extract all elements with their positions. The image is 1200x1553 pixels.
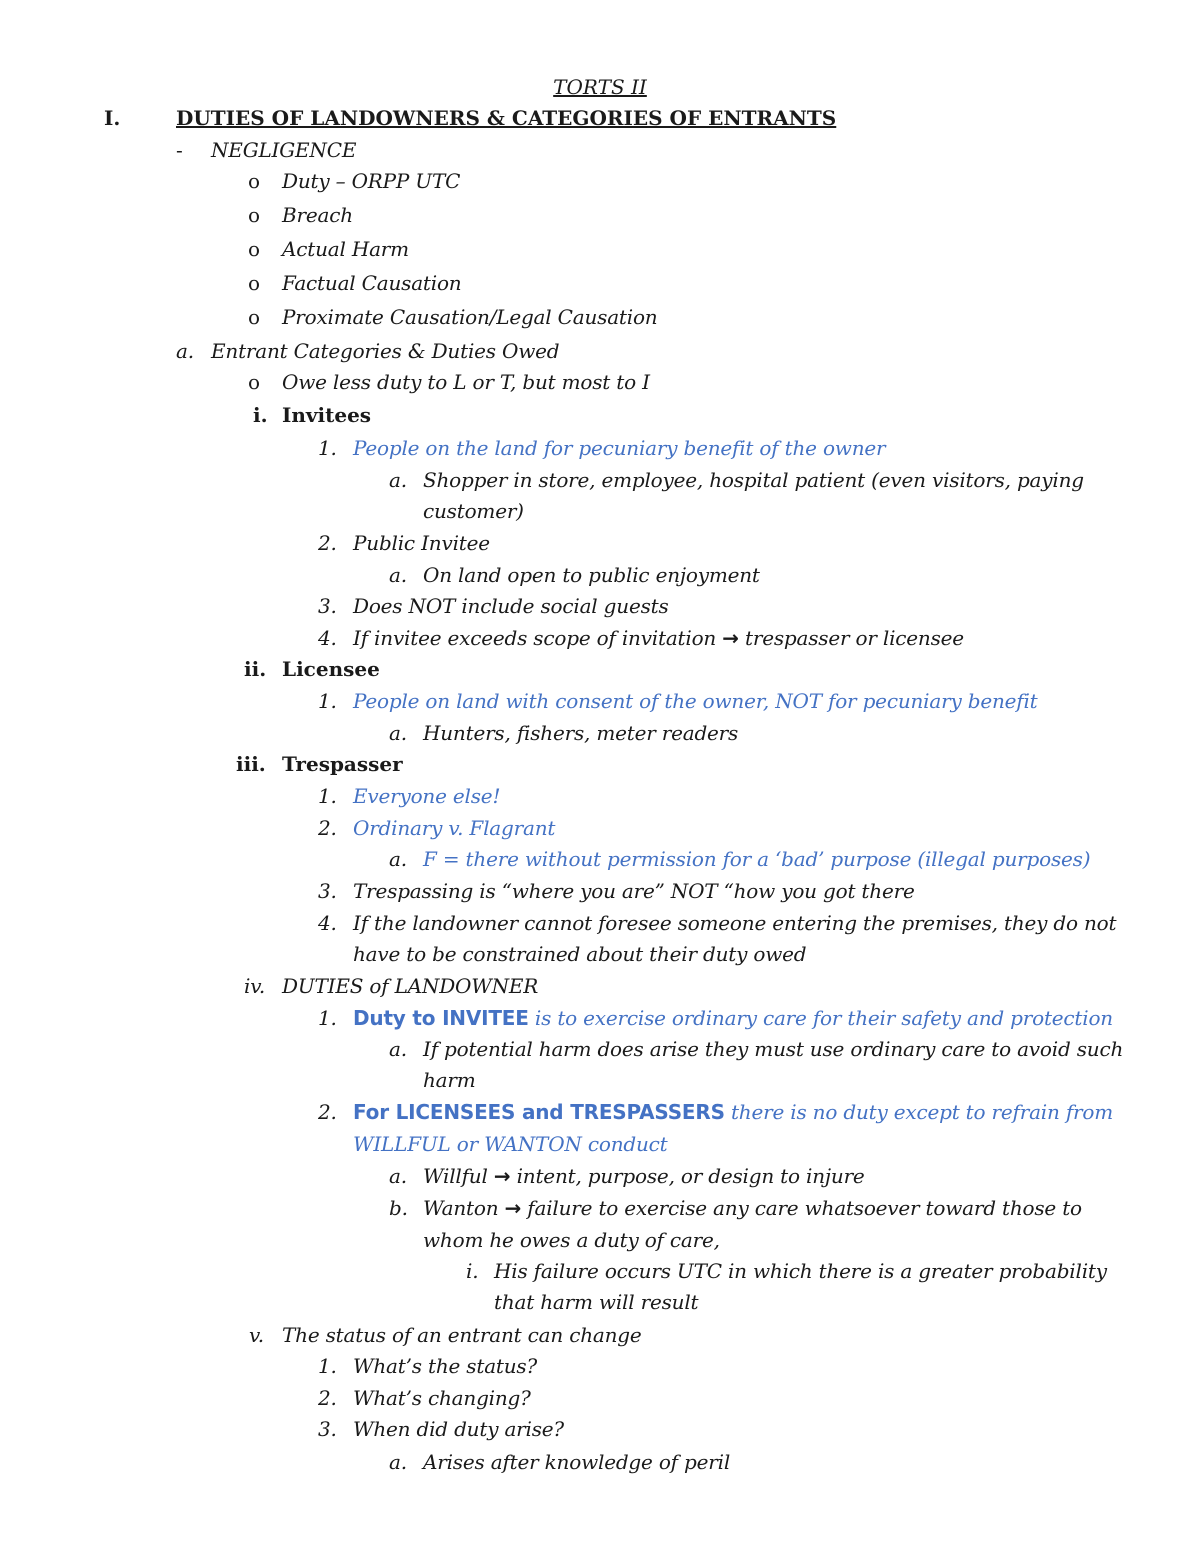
willful-definition	[423, 1162, 865, 1190]
foresee-note: If the landowner cannot foresee someone entering the premises, they do not	[353, 911, 1117, 935]
status-question: When did duty arise?	[353, 1417, 564, 1441]
trespassing-note: Trespassing is “where you are” NOT “how you got there	[353, 879, 915, 903]
bullet-marker: o	[248, 237, 261, 261]
list-marker: 4.	[318, 911, 337, 935]
list-marker: 2.	[318, 1100, 337, 1124]
dash-marker: -	[176, 138, 183, 162]
duty-invitee-detail-cont: harm	[423, 1068, 476, 1092]
status-answer: Arises after knowledge of peril	[423, 1450, 731, 1474]
list-marker: 1.	[318, 436, 337, 460]
wanton-detail-cont: that harm will result	[494, 1290, 699, 1314]
negligence-element: Actual Harm	[282, 237, 409, 261]
document-title: TORTS II	[553, 75, 647, 99]
list-marker: a.	[389, 468, 407, 492]
status-heading: The status of an entrant can change	[282, 1323, 642, 1347]
trespasser-heading: Trespasser	[282, 752, 403, 776]
list-marker: a.	[389, 1450, 407, 1474]
list-marker: 4.	[318, 626, 337, 650]
entrants-note: Owe less duty to L or T, but most to I	[282, 370, 650, 394]
foresee-note-cont: have to be constrained about their duty owed	[353, 942, 807, 966]
scope-note-result: trespasser or licensee	[745, 626, 964, 650]
bullet-marker: o	[248, 271, 261, 295]
entrants-label: Entrant Categories & Duties Owed	[211, 339, 560, 363]
list-marker: v.	[249, 1323, 264, 1347]
list-marker: ii.	[244, 657, 267, 681]
section-heading: DUTIES OF LANDOWNERS & CATEGORIES OF ENTRANTS	[176, 106, 837, 130]
duty-licensee-text: there is no duty except to refrain from	[730, 1100, 1114, 1124]
duty-invitee-detail: If potential harm does arise they must use ordinary care to avoid such	[423, 1037, 1124, 1061]
list-marker: a.	[389, 563, 407, 587]
trespasser-definition: Everyone else!	[353, 784, 501, 808]
invitees-definition: People on the land for pecuniary benefit of the owner	[353, 436, 886, 460]
list-marker: 3.	[318, 594, 337, 618]
list-marker: iv.	[244, 974, 266, 998]
flagrant-definition: F = there without permission for a ‘bad’ purpose (illegal purposes)	[423, 847, 1091, 871]
negligence-element: Duty – ORPP UTC	[282, 169, 461, 193]
list-marker: iii.	[236, 752, 266, 776]
wanton-meaning-cont: whom he owes a duty of care,	[423, 1228, 720, 1252]
arrow-right-icon: →	[493, 1164, 511, 1188]
wanton-term: Wanton	[423, 1196, 499, 1220]
duty-invitee	[353, 1004, 1113, 1032]
list-marker: 2.	[318, 1386, 337, 1410]
invitees-example: Shopper in store, employee, hospital patient (even visitors, paying	[423, 468, 1084, 492]
wanton-definition	[423, 1194, 1082, 1222]
negligence-label: NEGLIGENCE	[211, 138, 357, 162]
section-numeral: I.	[104, 106, 121, 130]
duties-heading: DUTIES of LANDOWNER	[282, 974, 539, 998]
list-marker: 3.	[318, 879, 337, 903]
duty-invitee-text: is to exercise ordinary care for their safety and protection	[534, 1006, 1113, 1030]
bullet-marker: o	[248, 305, 261, 329]
social-guests-note: Does NOT include social guests	[353, 594, 669, 618]
list-marker: a.	[389, 847, 407, 871]
bullet-marker: o	[248, 370, 261, 394]
invitees-example-cont: customer)	[423, 499, 524, 523]
bullet-marker: o	[248, 203, 261, 227]
duty-licensee-label: For LICENSEES and TRESPASSERS	[353, 1100, 725, 1124]
negligence-element: Proximate Causation/Legal Causation	[282, 305, 658, 329]
list-marker: 3.	[318, 1417, 337, 1441]
status-question: What’s changing?	[353, 1386, 531, 1410]
list-marker: 2.	[318, 531, 337, 555]
list-marker: b.	[389, 1196, 408, 1220]
duty-licensee-cont: WILLFUL or WANTON conduct	[353, 1132, 668, 1156]
scope-note	[353, 624, 964, 652]
wanton-meaning: failure to exercise any care whatsoever toward those to	[527, 1196, 1082, 1220]
list-marker: 2.	[318, 816, 337, 840]
public-invitee-detail: On land open to public enjoyment	[423, 563, 760, 587]
list-marker: a.	[176, 339, 194, 363]
negligence-element: Breach	[282, 203, 353, 227]
list-marker: 1.	[318, 1006, 337, 1030]
licensee-heading: Licensee	[282, 657, 380, 681]
list-marker: 1.	[318, 784, 337, 808]
scope-note-text: If invitee exceeds scope of invitation	[353, 626, 717, 650]
list-marker: i.	[466, 1259, 479, 1283]
list-marker: a.	[389, 1164, 407, 1188]
arrow-right-icon: →	[504, 1196, 522, 1220]
list-marker: a.	[389, 1037, 407, 1061]
arrow-right-icon: →	[722, 626, 739, 650]
willful-meaning: intent, purpose, or design to injure	[516, 1164, 865, 1188]
wanton-detail: His failure occurs UTC in which there is a greater probability	[494, 1259, 1107, 1283]
licensee-example: Hunters, fishers, meter readers	[423, 721, 739, 745]
duty-licensee-trespasser	[353, 1098, 1113, 1126]
list-marker: 1.	[318, 689, 337, 713]
bullet-marker: o	[248, 169, 261, 193]
licensee-definition: People on land with consent of the owner, NOT for pecuniary benefit	[353, 689, 1038, 713]
list-marker: i.	[253, 403, 268, 427]
list-marker: 1.	[318, 1354, 337, 1378]
list-marker: a.	[389, 721, 407, 745]
duty-invitee-label: Duty to INVITEE	[353, 1006, 529, 1030]
negligence-element: Factual Causation	[282, 271, 462, 295]
invitees-heading: Invitees	[282, 403, 372, 427]
status-question: What’s the status?	[353, 1354, 538, 1378]
ordinary-flagrant: Ordinary v. Flagrant	[353, 816, 556, 840]
public-invitee: Public Invitee	[353, 531, 490, 555]
willful-term: Willful	[423, 1164, 488, 1188]
